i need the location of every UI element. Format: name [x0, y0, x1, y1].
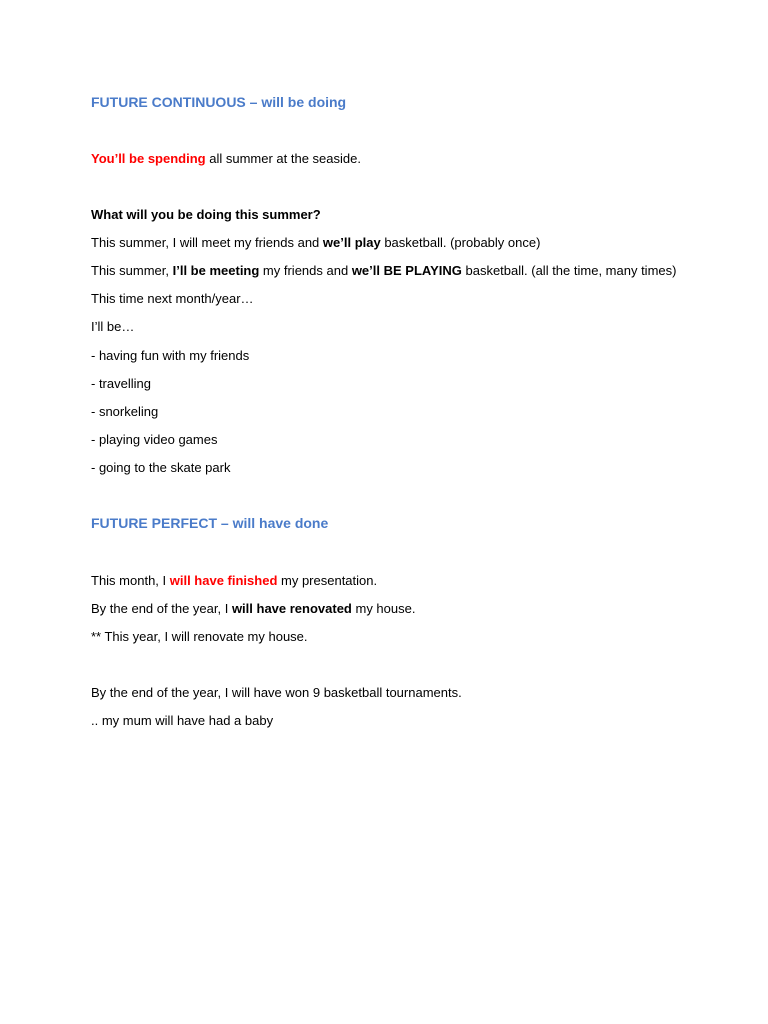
time-phrase: This time next month/year… [91, 291, 254, 306]
list-item: - travelling [91, 376, 151, 391]
question-line: What will you be doing this summer? [91, 207, 321, 222]
note-line: ** This year, I will renovate my house. [91, 629, 308, 644]
sentence-many-pre: This summer, [91, 263, 173, 278]
sentence-once-pre: This summer, I will meet my friends and [91, 235, 323, 250]
perfect-sentence-1 [91, 573, 377, 589]
perfect-sentence-2 [91, 601, 415, 617]
sentence-many-bold-1: I’ll be meeting [172, 263, 260, 278]
ill-be-line: I’ll be… [91, 319, 135, 334]
sentence-many-bold-2: we’ll BE PLAYING [351, 263, 462, 278]
sentence-once-bold: we’ll play [322, 235, 381, 250]
perfect-sentence-3: By the end of the year, I will have won 9 basketball tournaments. [91, 685, 462, 700]
perfect-sentence-1-highlight: will have finished [169, 573, 278, 588]
list-item: - having fun with my friends [91, 348, 250, 363]
perfect-sentence-1-pre: This month, I [91, 573, 170, 588]
sentence-once-post: basketball. (probably once) [380, 235, 541, 250]
perfect-sentence-2-bold: will have renovated [231, 601, 352, 616]
sentence-many-post: basketball. (all the time, many times) [461, 263, 677, 278]
heading-future-continuous: FUTURE CONTINUOUS – will be doing [91, 94, 347, 110]
list-item: - snorkeling [91, 404, 159, 419]
sentence-many [91, 263, 676, 279]
example-sentence [91, 151, 361, 167]
perfect-sentence-2-post: my house. [351, 601, 416, 616]
sentence-once [91, 235, 540, 251]
perfect-sentence-4: .. my mum will have had a baby [91, 713, 274, 728]
perfect-sentence-1-post: my presentation. [277, 573, 378, 588]
heading-future-perfect: FUTURE PERFECT – will have done [91, 515, 329, 531]
list-item: - playing video games [91, 432, 218, 447]
example-rest: all summer at the seaside. [205, 151, 361, 166]
perfect-sentence-2-pre: By the end of the year, I [91, 601, 232, 616]
list-item: - going to the skate park [91, 460, 231, 475]
sentence-many-mid: my friends and [259, 263, 352, 278]
example-highlight: You’ll be spending [91, 151, 206, 166]
